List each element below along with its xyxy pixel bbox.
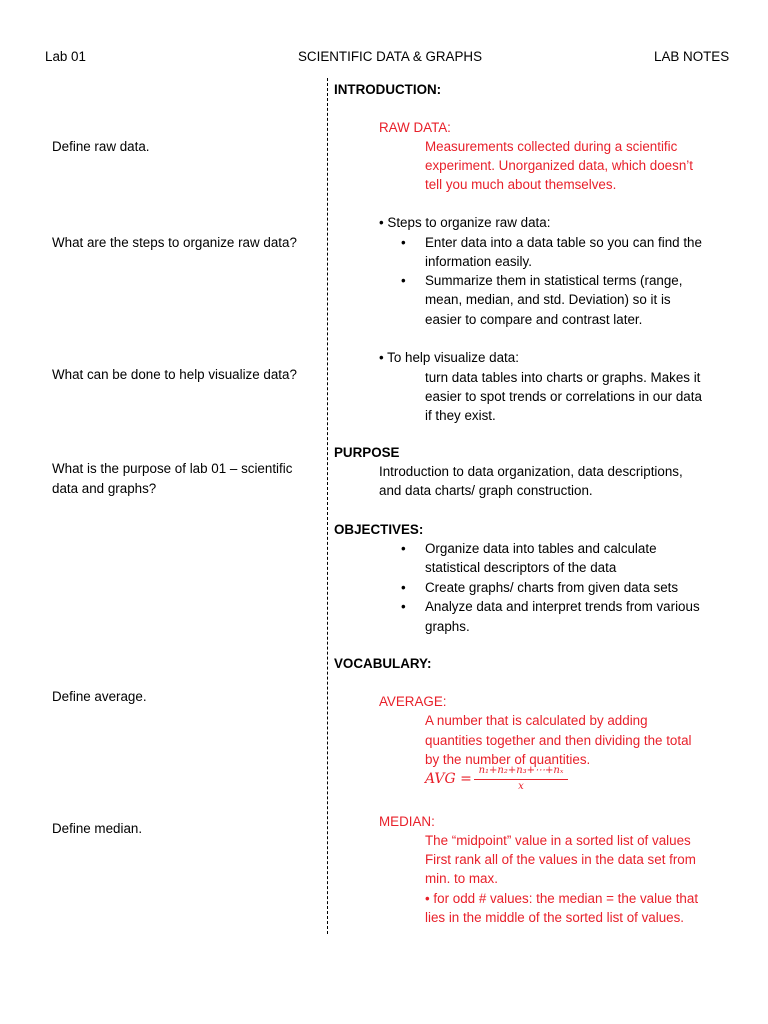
question-raw-data: Define raw data. xyxy=(52,139,150,154)
objective-line: Analyze data and interpret trends from various xyxy=(425,599,700,614)
question-visualize: What can be done to help visualize data? xyxy=(52,367,297,382)
header-lab-number: Lab 01 xyxy=(45,49,86,64)
raw-data-def-line: experiment. Unorganized data, which doesn’t xyxy=(425,158,693,173)
average-def-line: by the number of quantities. xyxy=(425,752,591,767)
purpose-line: and data charts/ graph construction. xyxy=(379,483,593,498)
header-lab-notes: LAB NOTES xyxy=(654,49,730,64)
objectives-heading: OBJECTIVES: xyxy=(334,522,424,537)
objective-line: statistical descriptors of the data xyxy=(425,560,617,575)
question-median: Define median. xyxy=(52,821,143,836)
bullet: • xyxy=(401,273,406,288)
visualize-line: if they exist. xyxy=(425,408,496,423)
vocabulary-heading: VOCABULARY: xyxy=(334,656,432,671)
raw-data-label: RAW DATA: xyxy=(379,120,451,135)
average-def-line: A number that is calculated by adding xyxy=(425,713,648,728)
bullet: • xyxy=(401,235,406,250)
step-line: Enter data into a data table so you can find the xyxy=(425,235,702,250)
objective-line: graphs. xyxy=(425,619,470,634)
objective-line: Organize data into tables and calculate xyxy=(425,541,657,556)
median-def-line: min. to max. xyxy=(425,871,498,886)
median-def-line: First rank all of the values in the data set from xyxy=(425,852,696,867)
purpose-line: Introduction to data organization, data descriptions, xyxy=(379,464,683,479)
visualize-heading: • To help visualize data: xyxy=(379,350,519,365)
bullet: • xyxy=(401,580,406,595)
median-def-line: lies in the middle of the sorted list of values. xyxy=(425,910,685,925)
question-steps: What are the steps to organize raw data? xyxy=(52,235,297,250)
bullet: • xyxy=(401,599,406,614)
steps-heading: • Steps to organize raw data: xyxy=(379,215,551,230)
median-def-line: • for odd # values: the median = the value that xyxy=(425,891,699,906)
median-label: MEDIAN: xyxy=(379,814,435,829)
step-line: easier to compare and contrast later. xyxy=(425,312,643,327)
purpose-heading: PURPOSE xyxy=(334,445,400,460)
formula-lhs: AVG = xyxy=(425,771,472,787)
introduction-heading: INTRODUCTION: xyxy=(334,82,442,97)
step-line: Summarize them in statistical terms (range, xyxy=(425,273,683,288)
header-title: SCIENTIFIC DATA & GRAPHS xyxy=(298,49,483,64)
question-purpose-line2: data and graphs? xyxy=(52,481,157,496)
visualize-line: easier to spot trends or correlations in our data xyxy=(425,389,702,404)
step-line: mean, median, and std. Deviation) so it is xyxy=(425,292,671,307)
question-purpose-line1: What is the purpose of lab 01 – scientific xyxy=(52,461,293,476)
objective-line: Create graphs/ charts from given data sets xyxy=(425,580,679,595)
formula-denominator: x xyxy=(518,781,524,792)
raw-data-def-line: tell you much about themselves. xyxy=(425,177,617,192)
formula-fraction-bar xyxy=(474,779,568,780)
formula-numerator: n₁+n₂+n₃+⋯+nₓ xyxy=(478,765,564,776)
bullet: • xyxy=(401,541,406,556)
question-average: Define average. xyxy=(52,689,147,704)
visualize-line: turn data tables into charts or graphs. Makes it xyxy=(425,370,701,385)
median-def-line: The “midpoint” value in a sorted list of values xyxy=(425,833,691,848)
step-line: information easily. xyxy=(425,254,532,269)
raw-data-def-line: Measurements collected during a scientific xyxy=(425,139,678,154)
average-label: AVERAGE: xyxy=(379,694,447,709)
column-divider xyxy=(327,78,328,934)
average-def-line: quantities together and then dividing the total xyxy=(425,733,692,748)
